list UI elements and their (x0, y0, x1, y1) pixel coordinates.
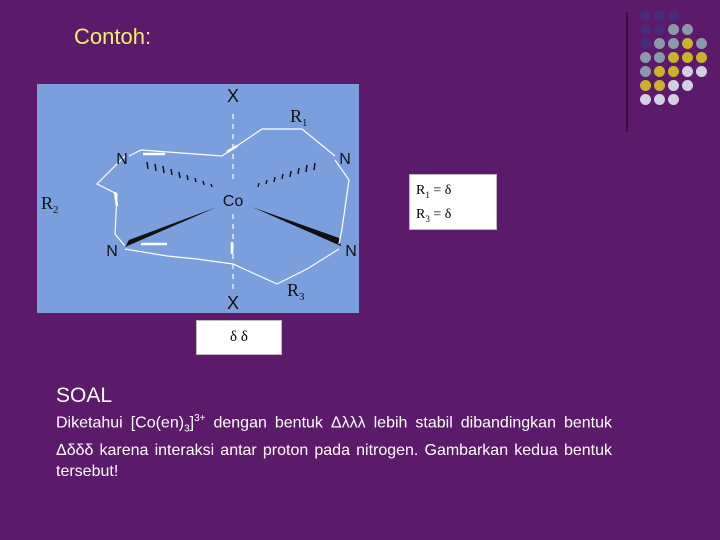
decorative-dot (640, 38, 651, 49)
decorative-dot (682, 24, 693, 35)
decorative-dot (654, 94, 665, 105)
soal-question-text: Diketahui $[Co(en)_3]^{3+}$ dengan bentuk Δλλλ lebih stabil dibandingkan bentuk Δδδδ karena interaksi antar proton pada nitrogen. Gambarkan kedua bentuk tersebut! (56, 413, 613, 480)
decorative-dot (668, 66, 679, 77)
axial-bottom-label: X (226, 293, 240, 313)
decorative-dot (640, 66, 651, 77)
decorative-dot (682, 38, 693, 49)
nitrogen-top-left-label: N (116, 151, 128, 168)
center-metal-label: Co (222, 193, 244, 210)
nitrogen-top-right-label: N (339, 151, 351, 168)
decorative-dot (668, 52, 679, 63)
soal-heading: SOAL (56, 384, 113, 407)
delta-label-box: δ δ (196, 320, 282, 355)
decorative-dot (654, 10, 665, 21)
decorative-dot (640, 52, 651, 63)
r1-label: $R_1$ (290, 106, 308, 129)
slide-title: Contoh: (74, 24, 152, 49)
decorative-dot (668, 94, 679, 105)
decorative-dot (640, 24, 651, 35)
decorative-dot-grid (640, 10, 720, 130)
decorative-dot (696, 66, 707, 77)
octahedral-complex-diagram (37, 84, 359, 313)
r3-label: $R_3$ (287, 280, 305, 303)
complex-structure-svg (37, 84, 359, 313)
decorative-dot (668, 10, 679, 21)
decorative-dot (668, 24, 679, 35)
axial-top-label: X (226, 86, 240, 106)
r1-value-line: $R_1 = \delta$ (416, 183, 452, 200)
nitrogen-bottom-left-label: N (106, 243, 118, 260)
decorative-dot (654, 80, 665, 91)
decorative-dot (654, 38, 665, 49)
decorative-dot (640, 10, 651, 21)
decorative-dot (682, 52, 693, 63)
decorative-dot (682, 66, 693, 77)
decorative-dot (654, 52, 665, 63)
decorative-divider (626, 12, 628, 132)
decorative-dot (668, 38, 679, 49)
decorative-dot (696, 38, 707, 49)
decorative-dot (654, 66, 665, 77)
decorative-dot (654, 24, 665, 35)
decorative-dot (696, 52, 707, 63)
r2-label: $R_2$ (41, 193, 59, 216)
decorative-dot (640, 94, 651, 105)
decorative-dot (682, 80, 693, 91)
nitrogen-bottom-right-label: N (345, 243, 357, 260)
decorative-dot (640, 80, 651, 91)
r-values-box (409, 174, 497, 230)
decorative-dot (668, 80, 679, 91)
r3-value-line: $R_3 = \delta$ (416, 206, 452, 224)
